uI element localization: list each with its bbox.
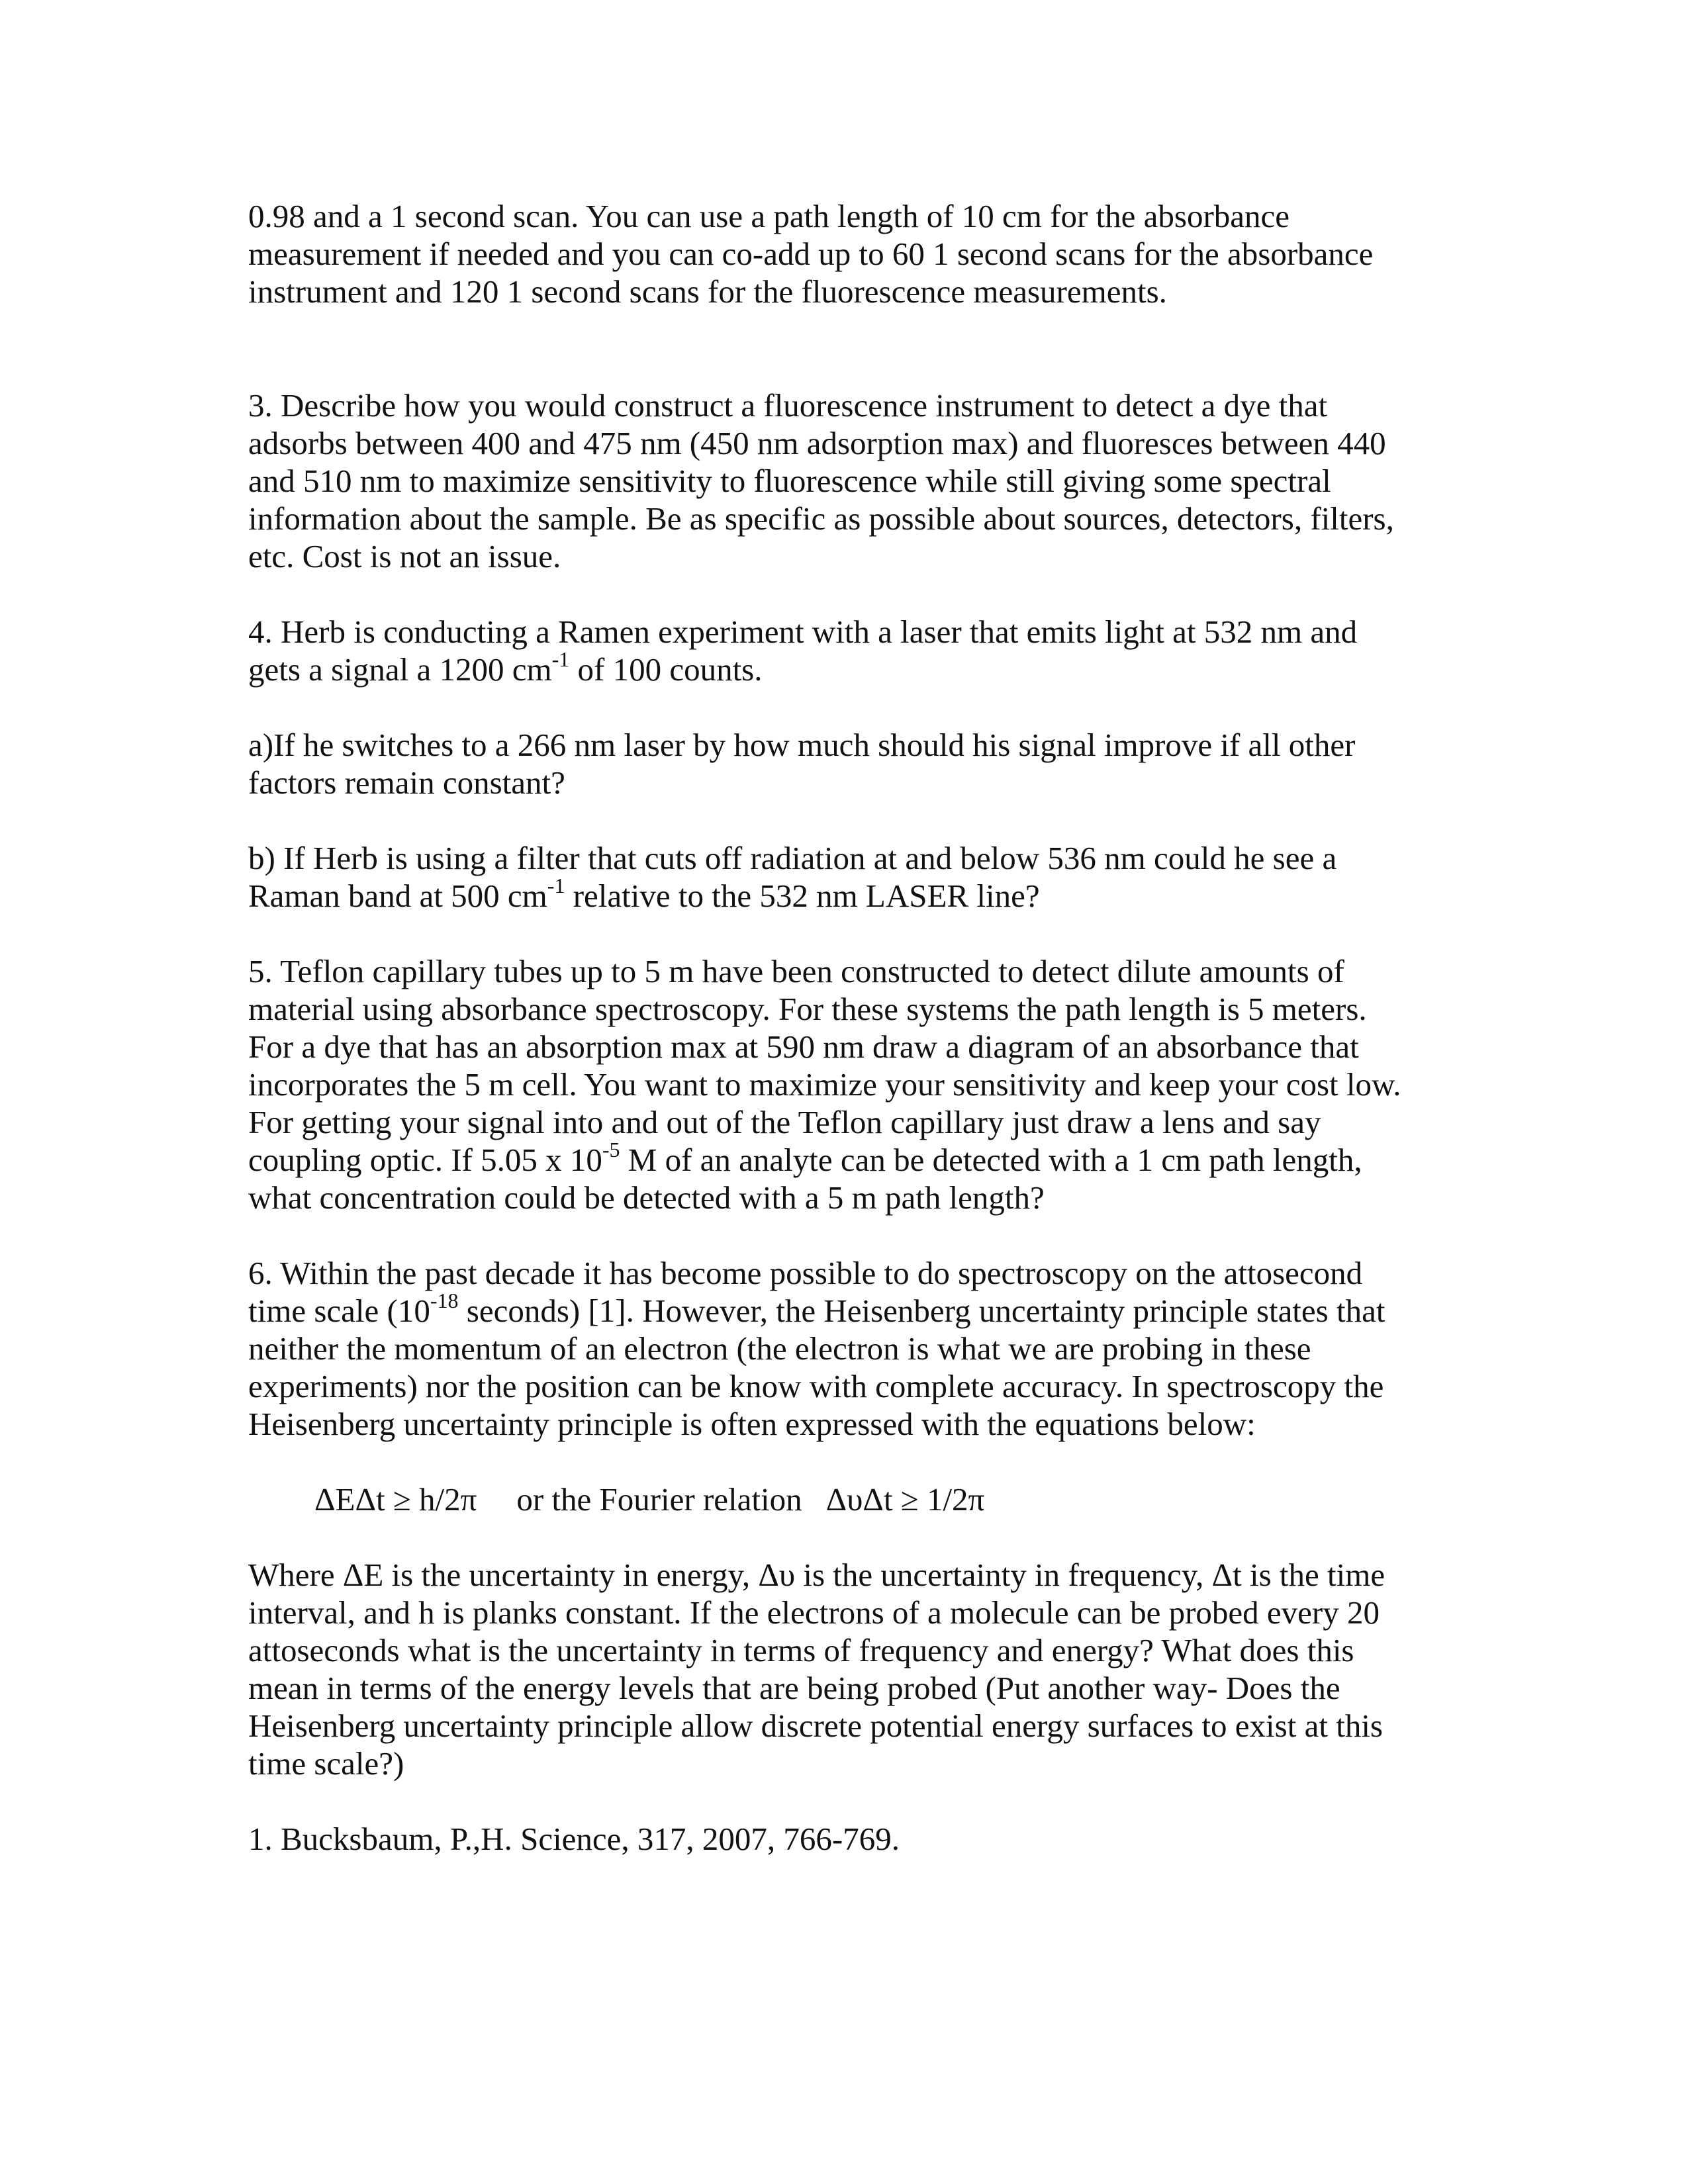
spacer: [248, 1518, 1460, 1556]
text-line: etc. Cost is not an issue.: [248, 538, 561, 574]
equation-energy-time: ΔEΔt ≥ h/2π: [314, 1481, 477, 1518]
text-line: attoseconds what is the uncertainty in terms of frequency and energy? What does this: [248, 1632, 1354, 1668]
text-run: seconds) [1]. However, the Heisenberg uncertainty principle states that: [458, 1293, 1385, 1329]
spacer: [248, 310, 1460, 387]
text-line: Where ΔE is the uncertainty in energy, Δυ is the uncertainty in frequency, Δt is the time: [248, 1557, 1385, 1593]
text-line: interval, and h is planks constant. If the electrons of a molecule can be probed every 20: [248, 1594, 1380, 1631]
text-run: relative to the 532 nm LASER line?: [565, 878, 1040, 914]
text-line: material using absorbance spectroscopy. For these systems the path length is 5 meters.: [248, 991, 1367, 1027]
superscript: -18: [430, 1288, 459, 1312]
superscript: -1: [547, 873, 565, 897]
text-line: information about the sample. Be as specific as possible about sources, detectors, filters,: [248, 500, 1394, 537]
text-line: [248, 873, 1460, 915]
text-run: time scale (10: [248, 1293, 430, 1329]
text-line: Heisenberg uncertainty principle allow discrete potential energy surfaces to exist at this: [248, 1707, 1383, 1744]
text-line: 4. Herb is conducting a Ramen experiment with a laser that emits light at 532 nm and: [248, 614, 1358, 650]
text-line: 0.98 and a 1 second scan. You can use a path length of 10 cm for the absorbance: [248, 198, 1290, 234]
equation-fourier: ΔυΔt ≥ 1/2π: [825, 1481, 985, 1518]
spacer: [248, 575, 1460, 613]
spacer: [248, 915, 1460, 952]
text-line: instrument and 120 1 second scans for the fluorescence measurements.: [248, 273, 1167, 310]
text-line: mean in terms of the energy levels that are being probed (Put another way- Does the: [248, 1670, 1340, 1706]
spacer: [248, 1216, 1460, 1254]
equation-block: [248, 1480, 1460, 1518]
text-run: gets a signal a 1200 cm: [248, 651, 552, 688]
spacer: [248, 1782, 1460, 1820]
text-line: experiments) nor the position can be know with complete accuracy. In spectroscopy the: [248, 1368, 1384, 1404]
text-line: For a dye that has an absorption max at 590 nm draw a diagram of an absorbance that: [248, 1028, 1359, 1065]
superscript: -1: [551, 647, 570, 671]
equation-line: [248, 1480, 1460, 1518]
page-content: [248, 197, 1460, 1858]
text-line: 5. Teflon capillary tubes up to 5 m have been constructed to detect dilute amounts of: [248, 953, 1344, 989]
question-4b: [248, 839, 1460, 915]
text-line: adsorbs between 400 and 475 nm (450 nm adsorption max) and fluoresces between 440: [248, 425, 1386, 461]
text-line: factors remain constant?: [248, 764, 565, 801]
text-run: coupling optic. If 5.05 x 10: [248, 1142, 602, 1178]
question-5: [248, 952, 1460, 1216]
question-4: [248, 613, 1460, 688]
text-line: measurement if needed and you can co-add up to 60 1 second scans for the absorbance: [248, 236, 1374, 272]
question-3: [248, 387, 1460, 575]
text-run: Raman band at 500 cm: [248, 878, 547, 914]
text-line: and 510 nm to maximize sensitivity to fluorescence while still giving some spectral: [248, 463, 1331, 499]
reference: [248, 1820, 1460, 1858]
text-line: For getting your signal into and out of the Teflon capillary just draw a lens and say: [248, 1104, 1321, 1140]
text-line: what concentration could be detected with a 5 m path length?: [248, 1179, 1045, 1216]
reference-citation: 1. Bucksbaum, P.,H. Science, 317, 2007, 766-769.: [248, 1821, 900, 1857]
text-line: [248, 1137, 1460, 1179]
spacer: [248, 801, 1460, 839]
text-line: Heisenberg uncertainty principle is often expressed with the equations below:: [248, 1406, 1256, 1442]
text-run: M of an analyte can be detected with a 1 cm path length,: [620, 1142, 1362, 1178]
question-4a: [248, 726, 1460, 801]
text-run: of 100 counts.: [569, 651, 763, 688]
intro-paragraph: [248, 197, 1460, 310]
text-line: incorporates the 5 m cell. You want to maximize your sensitivity and keep your cost low.: [248, 1066, 1401, 1103]
superscript: -5: [602, 1137, 620, 1161]
text-line: neither the momentum of an electron (the electron is what we are probing in these: [248, 1330, 1311, 1367]
spacer: [248, 688, 1460, 726]
text-line: b) If Herb is using a filter that cuts off radiation at and below 536 nm could he see a: [248, 840, 1337, 876]
question-6: [248, 1254, 1460, 1443]
spacer: [248, 1443, 1460, 1480]
text-line: [248, 647, 1460, 688]
text-line: 3. Describe how you would construct a fluorescence instrument to detect a dye that: [248, 387, 1328, 424]
text-line: time scale?): [248, 1745, 404, 1782]
text-line: 6. Within the past decade it has become possible to do spectroscopy on the attosecond: [248, 1255, 1363, 1291]
question-6-where: [248, 1556, 1460, 1782]
text-line: [248, 1288, 1460, 1330]
text-line: a)If he switches to a 266 nm laser by how much should his signal improve if all other: [248, 727, 1356, 763]
equation-connector: or the Fourier relation: [516, 1481, 802, 1518]
